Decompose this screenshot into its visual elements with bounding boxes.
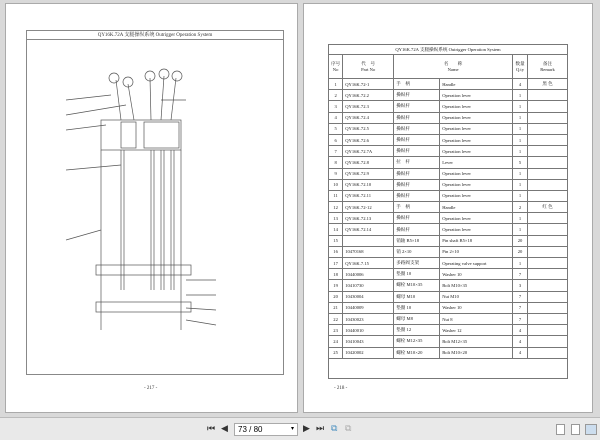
name-cn: 操纵杆 [394, 179, 440, 190]
row-no: 17 [329, 258, 343, 269]
name-cn: 螺栓 M10×35 [394, 280, 440, 291]
table-row [329, 224, 568, 235]
table-row [329, 258, 568, 269]
part-number: 10430023 [343, 313, 394, 324]
name-en: Pin 2×10 [440, 246, 513, 257]
part-number: QY16K.72.14 [343, 224, 394, 235]
part-number: QY16K.72-12 [343, 202, 394, 213]
quantity: 1 [513, 123, 528, 134]
remark [528, 325, 568, 336]
table-row [329, 190, 568, 201]
page-number: - 218 - [334, 386, 348, 391]
part-number: QY16K.72.6 [343, 134, 394, 145]
row-no: 25 [329, 347, 343, 358]
chevron-down-icon: ▾ [290, 426, 294, 432]
row-no: 1 [329, 79, 343, 90]
name-en: Bolt M10×35 [440, 280, 513, 291]
name-cn: 多路阀支架 [394, 258, 440, 269]
name-cn: 操纵杆 [394, 168, 440, 179]
row-no: 2 [329, 90, 343, 101]
row-no: 4 [329, 112, 343, 123]
row-no: 24 [329, 336, 343, 347]
remark [528, 302, 568, 313]
last-page-button[interactable]: ⏭ [316, 424, 325, 434]
part-number: 10440006 [343, 269, 394, 280]
name-en: Handle [440, 202, 513, 213]
name-en: Nut M10 [440, 291, 513, 302]
remark [528, 336, 568, 347]
part-number: QY16K.7.15 [343, 258, 394, 269]
table-row [329, 123, 568, 134]
name-cn: 操纵杆 [394, 224, 440, 235]
part-number: 10440009 [343, 302, 394, 313]
quantity: 4 [513, 79, 528, 90]
part-number: QY16K.72.10 [343, 179, 394, 190]
name-en: Washer 12 [440, 325, 513, 336]
first-page-button[interactable]: ⏮ [207, 424, 216, 434]
table-row [329, 313, 568, 324]
name-en: Pin shaft B5×18 [440, 235, 513, 246]
row-no: 16 [329, 246, 343, 257]
table-row [329, 134, 568, 145]
name-cn: 螺母 M8 [394, 313, 440, 324]
name-en: Operation lever [440, 134, 513, 145]
table-row [329, 347, 568, 358]
name-cn: 操纵杆 [394, 112, 440, 123]
part-number: QY16K.72.5 [343, 123, 394, 134]
row-no: 3 [329, 101, 343, 112]
remark [528, 313, 568, 324]
remark [528, 213, 568, 224]
part-number: 10410043 [343, 336, 394, 347]
header-no: 序号 No [329, 55, 343, 79]
remark [528, 146, 568, 157]
name-cn: 操纵杆 [394, 101, 440, 112]
name-en: Handle [440, 79, 513, 90]
row-no: 12 [329, 202, 343, 213]
name-cn: 操纵杆 [394, 146, 440, 157]
table-row [329, 246, 568, 257]
name-cn: 拉 杆 [394, 157, 440, 168]
quantity: 7 [513, 269, 528, 280]
quantity: 1 [513, 224, 528, 235]
name-en: Bolt M10×20 [440, 347, 513, 358]
part-number: 10430004 [343, 291, 394, 302]
name-cn: 垫圈 12 [394, 325, 440, 336]
quantity: 1 [513, 258, 528, 269]
row-no: 10 [329, 179, 343, 190]
row-no: 18 [329, 269, 343, 280]
name-en: Operation lever [440, 123, 513, 134]
table-row [329, 213, 568, 224]
name-cn: 操纵杆 [394, 90, 440, 101]
single-page-view-icon[interactable] [556, 424, 565, 435]
name-en: Operating valve support [440, 258, 513, 269]
quantity: 1 [513, 112, 528, 123]
part-number: 10410730 [343, 280, 394, 291]
part-number: QY16K.72-1 [343, 79, 394, 90]
row-no: 14 [329, 224, 343, 235]
remark [528, 157, 568, 168]
quantity: 1 [513, 134, 528, 145]
remark [528, 168, 568, 179]
table-row [329, 179, 568, 190]
quantity: 1 [513, 90, 528, 101]
header-remark: 备注 Remark [528, 55, 568, 79]
name-en: Operation lever [440, 190, 513, 201]
row-no: 8 [329, 157, 343, 168]
quantity: 20 [513, 246, 528, 257]
row-no: 9 [329, 168, 343, 179]
remark [528, 123, 568, 134]
name-en: Nut 8 [440, 313, 513, 324]
table-row [329, 235, 568, 246]
quantity: 1 [513, 190, 528, 201]
quantity: 4 [513, 347, 528, 358]
two-page-view-icon[interactable] [585, 424, 597, 435]
table-row [329, 90, 568, 101]
name-cn: 操纵杆 [394, 213, 440, 224]
quantity: 5 [513, 157, 528, 168]
quantity: 1 [513, 146, 528, 157]
name-cn: 销轴 B5×18 [394, 235, 440, 246]
row-no: 15 [329, 235, 343, 246]
table-row [329, 291, 568, 302]
quantity: 7 [513, 313, 528, 324]
remark [528, 258, 568, 269]
row-no: 21 [329, 302, 343, 313]
quantity: 7 [513, 302, 528, 313]
remark [528, 112, 568, 123]
table-row [329, 269, 568, 280]
row-no: 6 [329, 134, 343, 145]
name-en: Operation lever [440, 224, 513, 235]
header-part-no: 代 号 Part No [343, 55, 394, 79]
name-cn: 垫圈 10 [394, 269, 440, 280]
name-cn: 操纵杆 [394, 123, 440, 134]
table-row [329, 202, 568, 213]
part-number: 10470168 [343, 246, 394, 257]
quantity: 4 [513, 325, 528, 336]
remark [528, 269, 568, 280]
row-no: 20 [329, 291, 343, 302]
name-en: Operation lever [440, 90, 513, 101]
header-name: 名 称 Name [394, 55, 513, 79]
row-no: 7 [329, 146, 343, 157]
right-page [303, 3, 593, 413]
part-number: QY16K.72.4 [343, 112, 394, 123]
table-row [329, 168, 568, 179]
quantity: 1 [513, 179, 528, 190]
header-qty: 数量 Q.ty [513, 55, 528, 79]
drawing-title: QY16K.72A 支腿操纵系统 Outrigger Operation System [26, 30, 284, 40]
table-row [329, 302, 568, 313]
name-en: Operation lever [440, 179, 513, 190]
viewer-toolbar [0, 417, 600, 440]
remark [528, 347, 568, 358]
name-en: Operation lever [440, 146, 513, 157]
table-row [329, 112, 568, 123]
table-row [329, 146, 568, 157]
row-no: 23 [329, 325, 343, 336]
table-row [329, 280, 568, 291]
next-page-button[interactable]: ▶ [303, 424, 310, 434]
name-cn: 手 柄 [394, 202, 440, 213]
table-title: QY16K.72A 支腿操纵系统 Outrigger Operation System [329, 45, 568, 55]
quantity: 1 [513, 168, 528, 179]
page-selector[interactable]: 73 / 80 ▾ [234, 423, 298, 436]
name-en: Lever [440, 157, 513, 168]
table-row [329, 157, 568, 168]
part-number: QY16K.72.8 [343, 157, 394, 168]
name-en: Bolt M12×35 [440, 336, 513, 347]
part-number: QY16K.72.7A [343, 146, 394, 157]
name-cn: 垫圈 10 [394, 302, 440, 313]
continuous-view-icon[interactable] [571, 424, 580, 435]
quantity: 20 [513, 235, 528, 246]
remark [528, 190, 568, 201]
remark [528, 101, 568, 112]
quantity: 4 [513, 336, 528, 347]
name-cn: 螺栓 M12×35 [394, 336, 440, 347]
remark [528, 179, 568, 190]
name-en: Washer 10 [440, 302, 513, 313]
part-number: QY16K.72.2 [343, 90, 394, 101]
row-no: 11 [329, 190, 343, 201]
remark: 黑 色 [528, 79, 568, 90]
row-no: 19 [329, 280, 343, 291]
part-number: QY16K.72.13 [343, 213, 394, 224]
part-number [343, 235, 394, 246]
table-row [329, 336, 568, 347]
remark [528, 246, 568, 257]
remark [528, 280, 568, 291]
row-no: 5 [329, 123, 343, 134]
table-row [329, 325, 568, 336]
name-en: Operation lever [440, 168, 513, 179]
part-number: 10420002 [343, 347, 394, 358]
name-cn: 螺栓 M10×20 [394, 347, 440, 358]
remark [528, 134, 568, 145]
name-cn: 螺母 M10 [394, 291, 440, 302]
quantity: 7 [513, 291, 528, 302]
rotate-view-icon[interactable]: ⧉ [331, 424, 338, 434]
name-en: Operation lever [440, 213, 513, 224]
part-number: QY16K.72.11 [343, 190, 394, 201]
outrigger-drawing [26, 40, 284, 370]
name-en: Washer 10 [440, 269, 513, 280]
row-no: 22 [329, 313, 343, 324]
name-en: Operation lever [440, 101, 513, 112]
part-number: 10440010 [343, 325, 394, 336]
name-en: Operation lever [440, 112, 513, 123]
quantity: 1 [513, 213, 528, 224]
name-cn: 销 2×10 [394, 246, 440, 257]
name-cn: 操纵杆 [394, 190, 440, 201]
quantity: 1 [513, 101, 528, 112]
remark [528, 235, 568, 246]
copy-view-icon[interactable]: ⧉ [345, 424, 352, 434]
previous-page-button[interactable]: ◀ [221, 424, 228, 434]
page-number: - 217 - [144, 386, 158, 391]
quantity: 2 [513, 202, 528, 213]
row-no: 13 [329, 213, 343, 224]
remark [528, 90, 568, 101]
name-cn: 操纵杆 [394, 134, 440, 145]
left-page [5, 3, 298, 413]
remark: 红 色 [528, 202, 568, 213]
part-number: QY16K.72.9 [343, 168, 394, 179]
name-cn: 手 柄 [394, 79, 440, 90]
parts-table [328, 44, 568, 359]
table-row [329, 79, 568, 90]
part-number: QY16K.72.3 [343, 101, 394, 112]
remark [528, 291, 568, 302]
quantity: 3 [513, 280, 528, 291]
table-row [329, 101, 568, 112]
remark [528, 224, 568, 235]
